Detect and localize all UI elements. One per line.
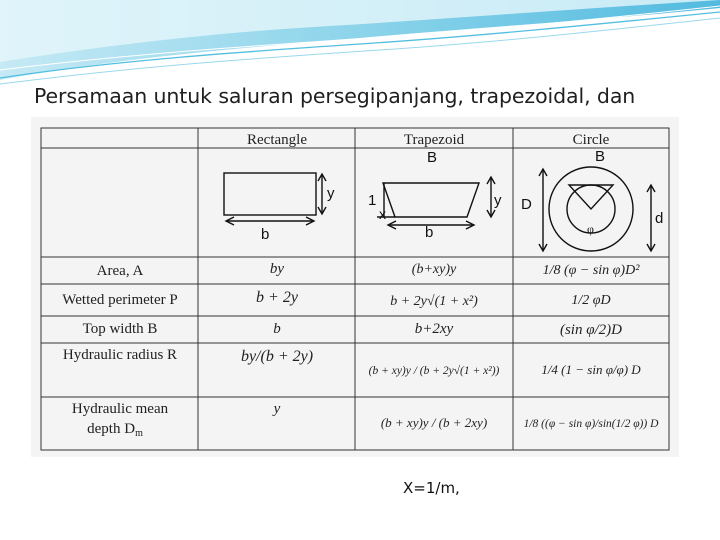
circ-label-phi: φ <box>587 222 594 236</box>
header-rectangle: Rectangle <box>247 132 307 148</box>
row-label-wetted-perimeter: Wetted perimeter P <box>62 292 178 308</box>
circ-label-D: D <box>521 196 532 213</box>
trap-area: (b+xy)y <box>411 262 457 277</box>
rect-hydraulic-mean-depth: y <box>273 401 281 417</box>
circle-channel-diagram <box>539 167 655 251</box>
circ-hydraulic-mean-depth: 1/8 ((φ − sin φ)/sin(1/2 φ)) D <box>523 418 659 430</box>
header-wave-decoration <box>0 0 720 90</box>
row-label-top-width: Top width B <box>82 321 158 337</box>
trap-label-y: y <box>494 192 502 209</box>
header-circle: Circle <box>572 132 610 148</box>
trap-label-b: b <box>425 224 434 241</box>
row-label-hydraulic-mean-line2: depth $D_m$ <box>87 421 143 439</box>
trap-hydraulic-radius: (b + xy)y / (b + 2y√(1 + x²)) <box>368 365 500 377</box>
slide-title: Persamaan untuk saluran persegipanjang, trapezoidal, dan <box>34 84 636 108</box>
circ-hydraulic-radius: 1/4 (1 − sin φ/φ) D <box>541 362 641 377</box>
trap-wetted-perimeter: b + 2y√(1 + x²) <box>390 294 478 309</box>
row-label-hydraulic-mean-line1: Hydraulic mean <box>71 401 169 417</box>
rect-hydraulic-radius: by/(b + 2y) <box>240 348 314 365</box>
trap-hydraulic-mean-depth: (b + xy)y / (b + 2xy) <box>380 415 488 430</box>
trapezoid-channel-diagram <box>377 177 495 229</box>
rect-label-b: b <box>261 226 270 243</box>
circ-label-B: B <box>595 148 606 165</box>
header-trapezoid: Trapezoid <box>403 132 465 148</box>
rect-top-width: b <box>273 321 281 337</box>
hydraulic-formula-table <box>31 117 679 457</box>
circ-area: 1/8 (φ − sin φ)D² <box>542 263 640 278</box>
row-label-hydraulic-radius: Hydraulic radius R <box>62 347 178 363</box>
trap-label-B: B <box>427 149 438 166</box>
trap-top-width: b+2xy <box>414 321 454 337</box>
trap-label-1: 1 <box>368 192 377 209</box>
row-label-area: Area, A <box>96 263 144 279</box>
circ-top-width: (sin φ/2)D <box>559 322 623 338</box>
rect-label-y: y <box>327 185 335 202</box>
rectangle-channel-diagram <box>224 173 326 225</box>
rect-wetted-perimeter: b + 2y <box>256 289 298 306</box>
circ-label-d: d <box>655 210 664 227</box>
trap-label-x: x <box>379 206 386 222</box>
rect-area: by <box>269 261 285 277</box>
circ-wetted-perimeter: 1/2 φD <box>571 293 611 308</box>
slide-note: X=1/m, <box>403 479 460 497</box>
